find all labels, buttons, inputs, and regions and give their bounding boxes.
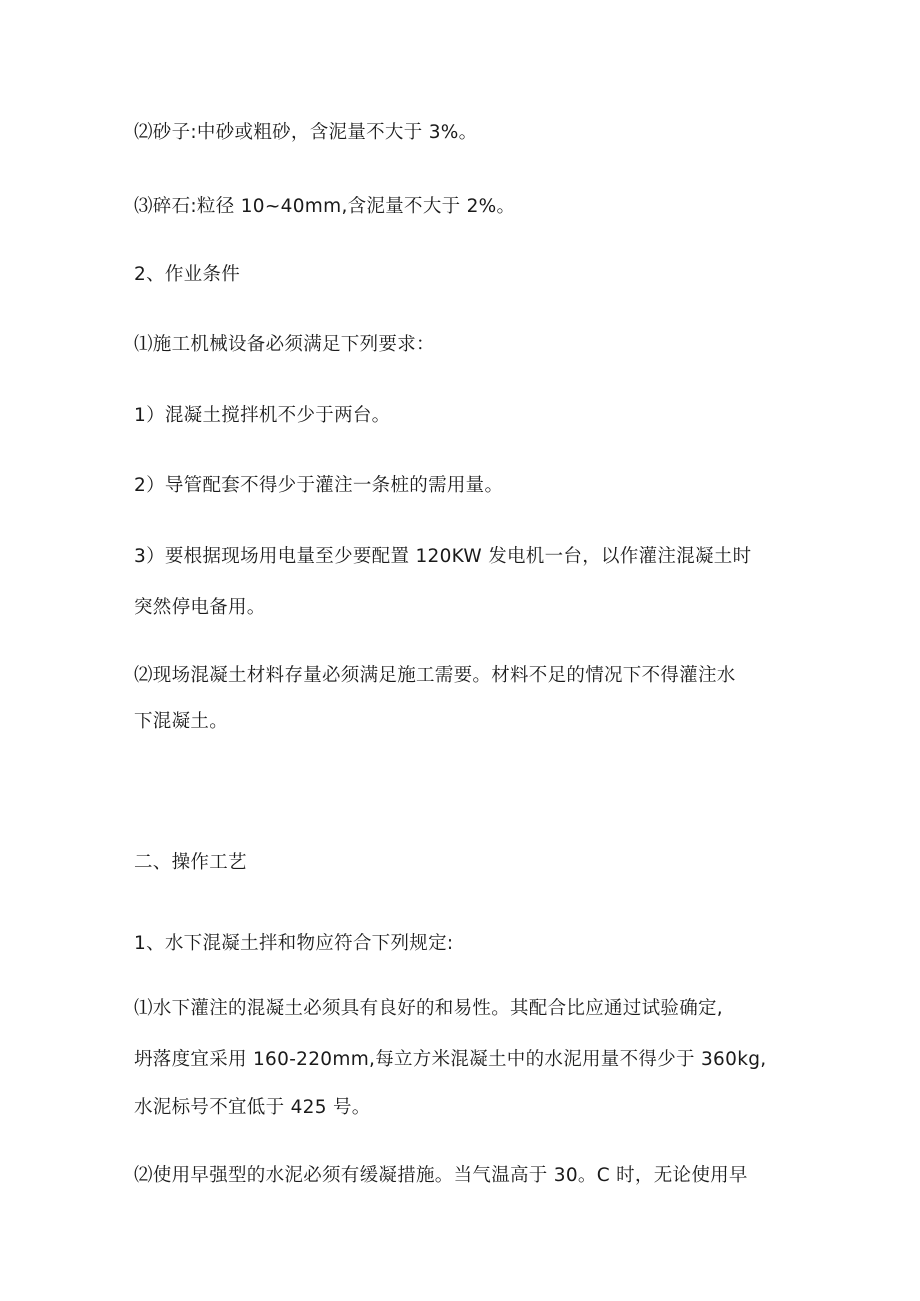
list-item-mixers: 1）混凝土搅拌机不少于两台。	[134, 405, 391, 426]
paragraph-workability-cont-1: 坍落度宜采用 160-220mm,每立方米混凝土中的水泥用量不得少于 360kg,	[134, 1049, 767, 1070]
paragraph-material-stock-cont: 下混凝土。	[134, 711, 229, 732]
paragraph-workability-cont-2: 水泥标号不宜低于 425 号。	[134, 1097, 371, 1118]
list-item-conduit: 2）导管配套不得少于灌注一条桩的需用量。	[134, 475, 504, 496]
paragraph-material-stock: ⑵现场混凝土材料存量必须满足施工需要。材料不足的情况下不得灌注水	[134, 665, 736, 686]
paragraph-sand: ⑵砂子:中砂或粗砂，含泥量不大于 3%。	[134, 122, 478, 143]
list-item-generator: 3）要根据现场用电量至少要配置 120KW 发电机一台，以作灌注混凝土时	[134, 546, 752, 567]
heading-work-conditions: 2、作业条件	[134, 264, 241, 285]
heading-operation-process: 二、操作工艺	[134, 852, 247, 873]
paragraph-early-strength-cement: ⑵使用早强型的水泥必须有缓凝措施。当气温高于 30。C 时，无论使用早	[134, 1165, 748, 1186]
heading-underwater-concrete-rules: 1、水下混凝土拌和物应符合下列规定:	[134, 933, 454, 954]
paragraph-gravel: ⑶碎石:粒径 10~40mm,含泥量不大于 2%。	[134, 196, 516, 217]
paragraph-equipment-requirements: ⑴施工机械设备必须满足下列要求：	[134, 334, 435, 355]
paragraph-workability: ⑴水下灌注的混凝土必须具有良好的和易性。其配合比应通过试验确定,	[134, 998, 723, 1019]
list-item-generator-cont: 突然停电备用。	[134, 597, 266, 618]
